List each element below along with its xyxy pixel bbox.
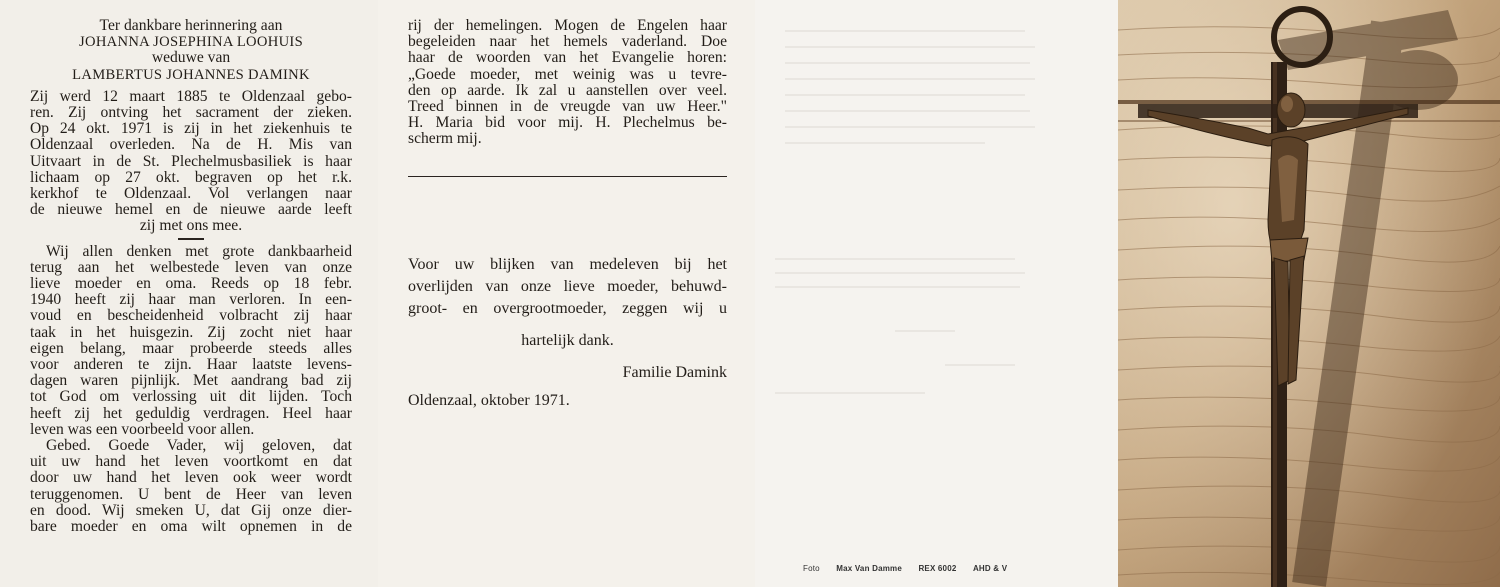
- text-line: Op 24 okt. 1971 is zij in het ziekenhuis te: [30, 120, 352, 138]
- remembrance-paragraph: [30, 244, 352, 438]
- text-line: lieve moeder en oma. Reeds op 18 febr.: [30, 275, 352, 293]
- text-line: Uitvaart in de St. Plechelmusbasiliek is haar: [30, 152, 352, 170]
- text-line: de nieuwe hemel en de nieuwe aarde leeft: [30, 201, 352, 219]
- text-line: groot- en overgrootmoeder, zeggen wij u: [408, 299, 727, 317]
- credit-photographer: Max Van Damme: [836, 564, 902, 573]
- text-line: Wij allen denken met grote dankbaarheid: [46, 242, 352, 260]
- deceased-name: JOHANNA JOSEPHINA LOOHUIS: [79, 34, 303, 51]
- text-line: ren. Zij ontving het sacrament der zieken.: [30, 104, 352, 122]
- text-line: heeft zij het geduldig verdragen. Heel haar: [30, 404, 352, 422]
- section-divider: [178, 238, 204, 240]
- text-line: Oldenzaal overleden. Na de H. Mis van: [30, 136, 352, 154]
- text-line: „Goede moeder, met weinig was u tevre-: [408, 65, 727, 83]
- card-panel-middle: [378, 0, 755, 587]
- credit-label: Foto: [803, 564, 820, 573]
- biography-paragraph: [30, 89, 352, 235]
- spouse-name: LAMBERTUS JOHANNES DAMINK: [72, 66, 310, 83]
- header-line: Ter dankbare herinnering aan: [99, 17, 283, 34]
- text-line: leven was een voorbeeld voor allen.: [30, 420, 255, 438]
- thanks-line: hartelijk dank.: [521, 331, 614, 349]
- credit-publisher: AHD & V: [972, 564, 1008, 573]
- text-line: kerkhof te Oldenzaal. Vol verlangen naar: [30, 185, 352, 203]
- card-panel-left: [0, 0, 378, 587]
- text-line: tot God om verlossing uit dit lijden. Toch: [30, 388, 352, 406]
- text-line: en dood. Wij smeken U, dat Gij onze dier-: [30, 501, 352, 519]
- text-line: eigen belang, maar probeerde steeds alles: [30, 339, 352, 357]
- photo-credit: [803, 564, 1021, 573]
- text-line: taak in het huisgezin. Zij zocht niet haar: [30, 323, 352, 341]
- text-line: door uw hand het leven ook weer wordt: [30, 469, 352, 487]
- crucifix-icon: [1118, 0, 1500, 587]
- text-line: rij der hemelingen. Mogen de Engelen haar: [408, 17, 727, 34]
- bleed-through-texture: [755, 0, 1118, 587]
- text-line: scherm mij.: [408, 130, 482, 148]
- text-line: lichaam op 27 okt. begraven op het r.k.: [30, 168, 352, 186]
- card-panel-back: [755, 0, 1118, 587]
- text-line: voud en bescheidenheid volbracht zij haar: [30, 307, 352, 325]
- text-line: Zij werd 12 maart 1885 te Oldenzaal gebo-: [30, 87, 352, 105]
- thanks-block: [408, 254, 727, 412]
- place-date: Oldenzaal, oktober 1971.: [408, 391, 570, 409]
- text-line: H. Maria bid voor mij. H. Plechelmus be-: [408, 114, 727, 132]
- text-line: begeleiden naar het hemels vaderland. Doe: [408, 33, 727, 51]
- header-line: weduwe van: [151, 49, 231, 67]
- text-line: bare moeder en oma wilt opnemen in de: [30, 518, 352, 536]
- family-signature: Familie Damink: [622, 363, 727, 381]
- text-line: overlijden van onze lieve moeder, behuwd-: [408, 277, 727, 295]
- text-line: uit uw hand het leven voortkomt en dat: [30, 453, 352, 471]
- prayer-paragraph: [30, 438, 352, 535]
- text-line: terug aan het welbestede leven van onze: [30, 258, 352, 276]
- text-line: zij met ons mee.: [139, 217, 243, 235]
- horizontal-rule: [408, 176, 727, 177]
- text-line: haar de woorden van het Evangelie horen:: [408, 49, 727, 67]
- text-line: teruggenomen. U bent de Heer van leven: [30, 485, 352, 503]
- text-line: Voor uw blijken van medeleven bij het: [408, 255, 727, 273]
- memorial-header: [30, 18, 352, 83]
- text-line: Gebed. Goede Vader, wij geloven, dat: [46, 437, 352, 455]
- text-line: den op aarde. Ik zal u aanstellen over veel.: [408, 81, 727, 99]
- text-line: Treed binnen in de vreugde van uw Heer.": [408, 98, 727, 116]
- text-line: dagen waren pijnlijk. Met aandrang bad zij: [30, 372, 352, 390]
- credit-code: REX 6002: [918, 564, 957, 573]
- prayer-continuation: [408, 18, 727, 148]
- text-line: 1940 heeft zij haar man verloren. In een-: [30, 291, 352, 309]
- text-line: voor anderen te zijn. Haar laatste levens-: [30, 356, 352, 374]
- crucifix-photo: [1118, 0, 1500, 587]
